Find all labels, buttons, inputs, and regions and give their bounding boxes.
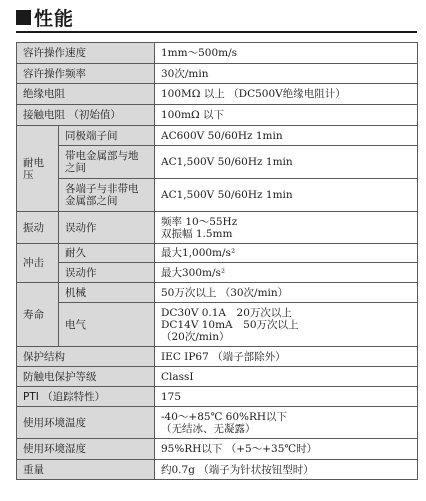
row-value: 1mm～500m/s [155, 43, 418, 64]
sub-label: 机械 [59, 283, 155, 303]
row-value: 约0.7g （端子为针状按钮型时） [155, 460, 418, 480]
row-value: AC1,500V 50/60Hz 1min [155, 179, 418, 212]
row-value: 175 [155, 387, 418, 407]
table-row [17, 84, 418, 105]
value-line: DC14V 10mA 50万次以上 [161, 318, 299, 331]
heading-square-marker [16, 10, 31, 25]
table-row [17, 126, 418, 146]
value-line: 频率 10～55Hz [161, 215, 238, 228]
specifications-table [16, 42, 418, 480]
table-row [17, 43, 418, 64]
value-line: （20次/min） [161, 330, 230, 343]
row-value: 最大1,000m/s² [155, 244, 418, 263]
table-row [17, 263, 418, 283]
value-line: DC30V 0.1A 20万次以上 [161, 306, 292, 319]
table-row [17, 146, 418, 179]
table-row [17, 347, 418, 367]
row-label: 使用环境温度 [17, 407, 155, 439]
table-row [17, 244, 418, 263]
section-title: 性能 [34, 7, 75, 30]
row-label: 容许操作速度 [17, 43, 155, 64]
row-value: 最大300m/s² [155, 263, 418, 283]
row-value [155, 212, 418, 244]
group-label: 冲击 [17, 244, 59, 283]
row-value [155, 303, 418, 347]
sub-label: 同极端子间 [59, 126, 155, 146]
sub-label: 误动作 [59, 263, 155, 283]
table-row [17, 179, 418, 212]
row-value: AC1,500V 50/60Hz 1min [155, 146, 418, 179]
row-label: 保护结构 [17, 347, 155, 367]
row-value: 50万次以上 （30次/min） [155, 283, 418, 303]
row-value: 100mΩ 以下 [155, 105, 418, 126]
table-row [17, 387, 418, 407]
row-label: 重量 [17, 460, 155, 480]
table-row [17, 303, 418, 347]
value-line: 双振幅 1.5mm [161, 227, 233, 240]
group-label: 耐电压 [17, 126, 59, 212]
table-row [17, 439, 418, 460]
sub-label: 误动作 [59, 212, 155, 244]
row-label: 防触电保护等级 [17, 367, 155, 387]
row-label: 容许操作频率 [17, 64, 155, 84]
table-row [17, 64, 418, 84]
row-value [155, 407, 418, 439]
sub-label: 耐久 [59, 244, 155, 263]
row-label: 接触电阻 （初始值） [17, 105, 155, 126]
row-label: 使用环境湿度 [17, 439, 155, 460]
table-row [17, 407, 418, 439]
row-value: IEC IP67 （端子部除外） [155, 347, 418, 367]
sub-label: 各端子与非带电金属部之间 [59, 179, 155, 212]
table-row [17, 283, 418, 303]
table-row [17, 367, 418, 387]
table-row [17, 105, 418, 126]
sub-label: 带电金属部与地之间 [59, 146, 155, 179]
table-row [17, 460, 418, 480]
group-label: 寿命 [17, 283, 59, 347]
row-value: 95%RH以下 （+5～+35℃时） [155, 439, 418, 460]
row-value: 30次/min [155, 64, 418, 84]
section-heading [16, 4, 74, 30]
row-value: AC600V 50/60Hz 1min [155, 126, 418, 146]
value-line: -40～+85℃ 60%RH以下 [161, 410, 288, 423]
row-value: 100MΩ 以上 （DC500V绝缘电阻计） [155, 84, 418, 105]
row-label: PTI （追踪特性） [17, 387, 155, 407]
group-label: 振动 [17, 212, 59, 244]
row-value: ClassⅠ [155, 367, 418, 387]
table-row [17, 212, 418, 244]
sub-label: 电气 [59, 303, 155, 347]
value-line: （无结冰、无凝露） [161, 422, 256, 435]
row-label: 绝缘电阻 [17, 84, 155, 105]
heading-underline [16, 31, 417, 33]
